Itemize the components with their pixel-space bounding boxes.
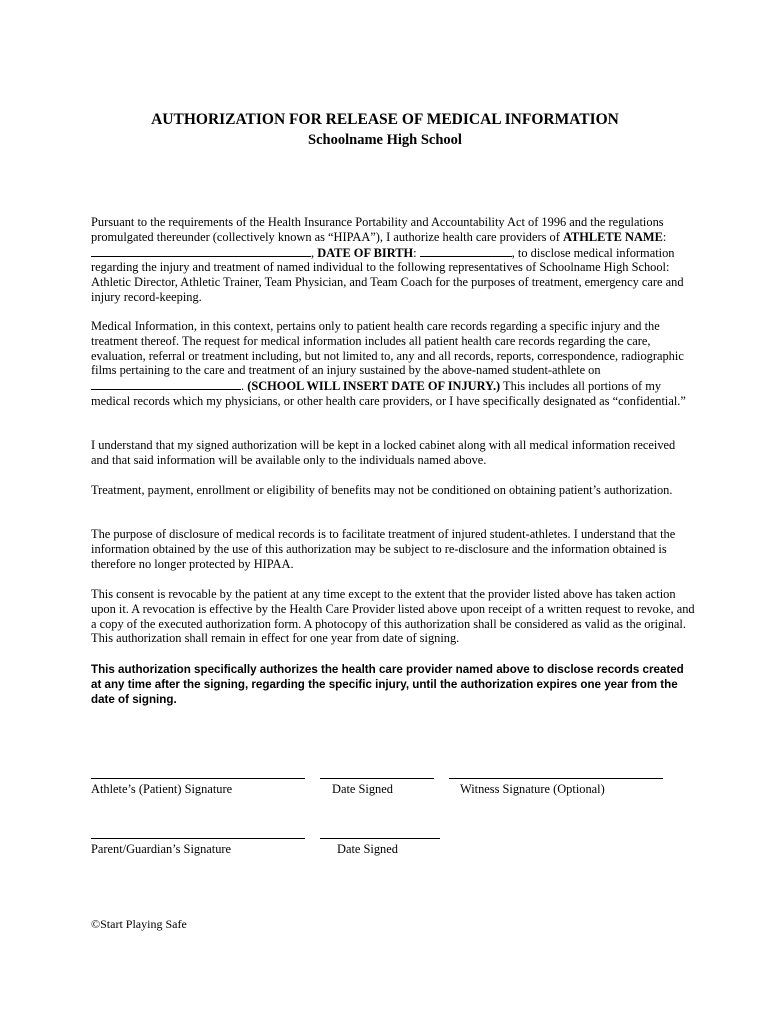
- footer-copyright: ©Start Playing Safe: [91, 917, 187, 931]
- date-signed-label: Date Signed: [332, 782, 393, 796]
- medical-info-paragraph: Medical Information, in this context, pertains only to patient health care records regarding a specific injury and the treatment thereof. The request for medical information includes all patient health care records regarding the care, evaluation, referral or treatment including, but not limited to, any and all records, reports, correspondence, radiographic films pertaining to the care and treatment of an injury sustained by the above-named student-athlete on . (SCHOOL WILL INSERT DATE OF INJURY.) This includes all portions of my medical records which my physicians, or other health care providers, or I have specifically designated as “confidential.”: [91, 319, 686, 408]
- storage-paragraph: I understand that my signed authorization will be kept in a locked cabinet along with all medical information received and that said information will be available only to the individuals named above.: [91, 438, 676, 467]
- authorization-scope-paragraph: This authorization specifically authorizes the health care provider named above to disclose records created at any time after the signing, regarding the specific injury, until the authorization expires one year from the date of signing.: [91, 663, 684, 706]
- parent-date-signed-line[interactable]: [320, 838, 440, 839]
- injury-date-field[interactable]: [91, 378, 241, 390]
- athlete-signature-label: Athlete’s (Patient) Signature: [91, 782, 233, 796]
- witness-signature-label: Witness Signature (Optional): [460, 782, 605, 796]
- hipaa-paragraph: Pursuant to the requirements of the Health Insurance Portability and Accountability Act of 1996 and the regulations promulgated thereunder (collectively known as “HIPAA”), I authorize health care providers of ATHLETE NAME:, DATE OF BIRTH: , to disclose medical information regarding the injury and treatment of named individual to the following representatives of Schoolname High School: Athletic Director, Athletic Trainer, Team Physician, and Team Coach for the purposes of treatment, emergency care and injury record-keeping.: [91, 215, 684, 304]
- document-title: AUTHORIZATION FOR RELEASE OF MEDICAL INFORMATION: [151, 111, 619, 128]
- witness-signature-line[interactable]: [449, 778, 663, 779]
- parent-signature-label: Parent/Guardian’s Signature: [91, 842, 232, 856]
- parent-signature-line[interactable]: [91, 838, 305, 839]
- athlete-name-field[interactable]: [91, 245, 311, 257]
- date-signed-line[interactable]: [320, 778, 434, 779]
- school-name: Schoolname High School: [308, 132, 462, 148]
- parent-date-signed-label: Date Signed: [337, 842, 398, 856]
- dob-field[interactable]: [420, 245, 512, 257]
- eligibility-paragraph: Treatment, payment, enrollment or eligibility of benefits may not be conditioned on obtaining patient’s authorization.: [91, 483, 673, 497]
- athlete-name-label: ATHLETE NAME: [562, 229, 663, 244]
- purpose-paragraph: The purpose of disclosure of medical records is to facilitate treatment of injured student-athletes. I understand that the information obtained by the use of this authorization may be subject to re-disclosure and the information obtained is therefore no longer protected by HIPAA.: [91, 527, 676, 571]
- dob-label: DATE OF BIRTH: [317, 245, 414, 260]
- revocation-paragraph: This consent is revocable by the patient at any time except to the extent that the provider listed above has taken action upon it. A revocation is effective by the Health Care Provider listed above upon receipt of a written request to revoke, and a copy of the executed authorization form. A photocopy of this authorization shall be considered as valid as the original. This authorization shall remain in effect for one year from date of signing.: [91, 587, 695, 646]
- athlete-signature-line[interactable]: [91, 778, 305, 779]
